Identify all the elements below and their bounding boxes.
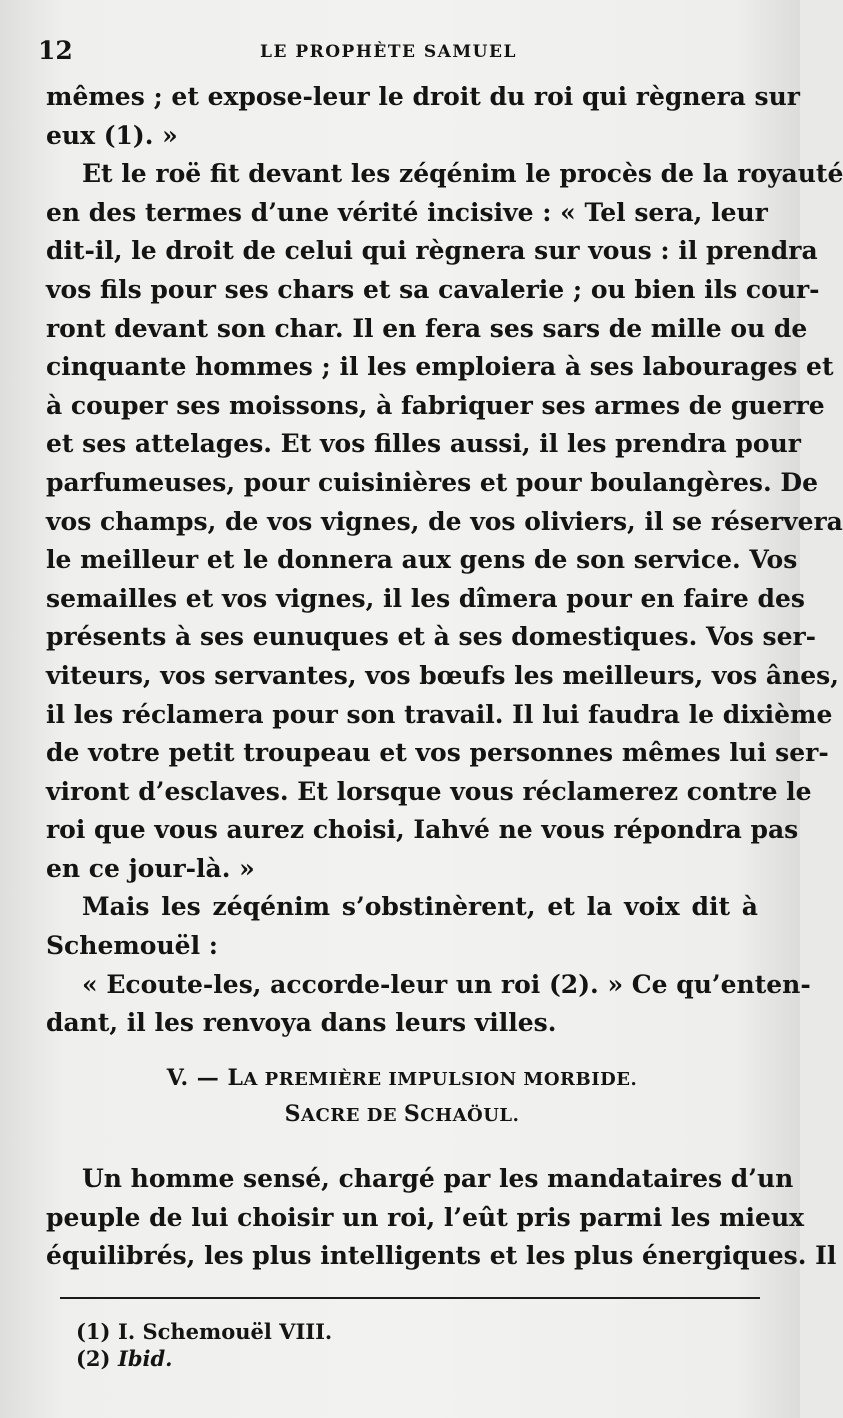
subtitle-sc-1: ACRE DE [301, 1105, 404, 1126]
footnote [76, 1318, 676, 1345]
body-text [46, 78, 843, 1043]
text-line: vos champs, de vos vignes, de vos oliviers, il se réservera [46, 506, 843, 536]
text-line: le meilleur et le donnera aux gens de son service. Vos [46, 545, 798, 575]
text-line: roi que vous aurez choisi, Iahvé ne vous répondra pas [46, 815, 799, 845]
text-line: cinquante hommes ; il les emploiera à ses labourages et [46, 352, 834, 382]
footnotes [76, 1318, 676, 1372]
body-text-continued [46, 1160, 837, 1276]
section-title-rest: A PREMIÈRE IMPULSION MORBIDE. [243, 1069, 638, 1090]
text-line: mêmes ; et expose-leur le droit du roi qui règnera sur [46, 82, 800, 111]
text-line: à couper ses moissons, à fabriquer ses armes de guerre [46, 390, 825, 420]
text-line: il les réclamera pour son travail. Il lui faudra le dixième [46, 699, 833, 729]
text-line: Et le roë fit devant les zéqénim le procès de la royauté [82, 159, 843, 189]
text-line: semailles et vos vignes, il les dîmera pour en faire des [46, 583, 805, 613]
subtitle-sc-2: CHAÖUL. [420, 1105, 520, 1126]
text-line: et ses attelages. Et vos filles aussi, il les prendra pour [46, 429, 801, 459]
footnote-divider [60, 1297, 760, 1299]
text-line: en ce jour-là. » [46, 853, 255, 883]
section-title-prefix: V. — L [166, 1065, 244, 1091]
footnote-text: I. Schemouël VIII. [118, 1319, 333, 1344]
text-line: parfumeuses, pour cuisinières et pour boulangères. De [46, 467, 818, 497]
text-line: peuple de lui choisir un roi, l’eût pris parmi les mieux [46, 1202, 805, 1232]
footnote-number: (2) [76, 1346, 111, 1371]
text-line: dant, il les renvoya dans leurs villes. [46, 1008, 557, 1038]
section-title [46, 1060, 758, 1096]
text-line: vos fils pour ses chars et sa cavalerie ; ou bien ils cour- [46, 274, 820, 304]
text-line: Un homme sensé, chargé par les mandataires d’un [82, 1164, 794, 1193]
text-line: de votre petit troupeau et vos personnes mêmes lui ser- [46, 738, 829, 768]
text-line: Mais les zéqénim s’obstinèrent, et la voix dit à [82, 892, 758, 922]
text-line: ront devant son char. Il en fera ses sars de mille ou de [46, 313, 808, 343]
page-number: 12 [38, 36, 73, 65]
running-head: LE PROPHÈTE SAMUEL [260, 42, 517, 62]
text-line: « Ecoute-les, accorde-leur un roi (2). » Ce qu’enten- [82, 969, 811, 999]
text-line: présents à ses eunuques et à ses domestiques. Vos ser- [46, 622, 817, 652]
subtitle-cap-1: S [284, 1101, 302, 1127]
section-heading [46, 1060, 758, 1132]
subtitle-cap-2: S [403, 1101, 421, 1127]
text-line: eux (1). » [46, 120, 178, 150]
text-line: Schemouël : [46, 931, 218, 961]
text-line: dit-il, le droit de celui qui règnera sur vous : il prendra [46, 236, 818, 266]
footnote [76, 1345, 676, 1372]
text-line: en des termes d’une vérité incisive : « Tel sera, leur [46, 197, 768, 227]
text-line: viteurs, vos servantes, vos bœufs les meilleurs, vos ânes, [46, 660, 839, 690]
footnote-number: (1) [76, 1319, 111, 1344]
page-header [38, 30, 758, 70]
footnote-text: Ibid. [118, 1346, 173, 1371]
text-line: équilibrés, les plus intelligents et les plus énergiques. Il [46, 1241, 837, 1271]
text-line: viront d’esclaves. Et lorsque vous réclamerez contre le [46, 776, 812, 806]
section-subtitle [46, 1096, 758, 1132]
